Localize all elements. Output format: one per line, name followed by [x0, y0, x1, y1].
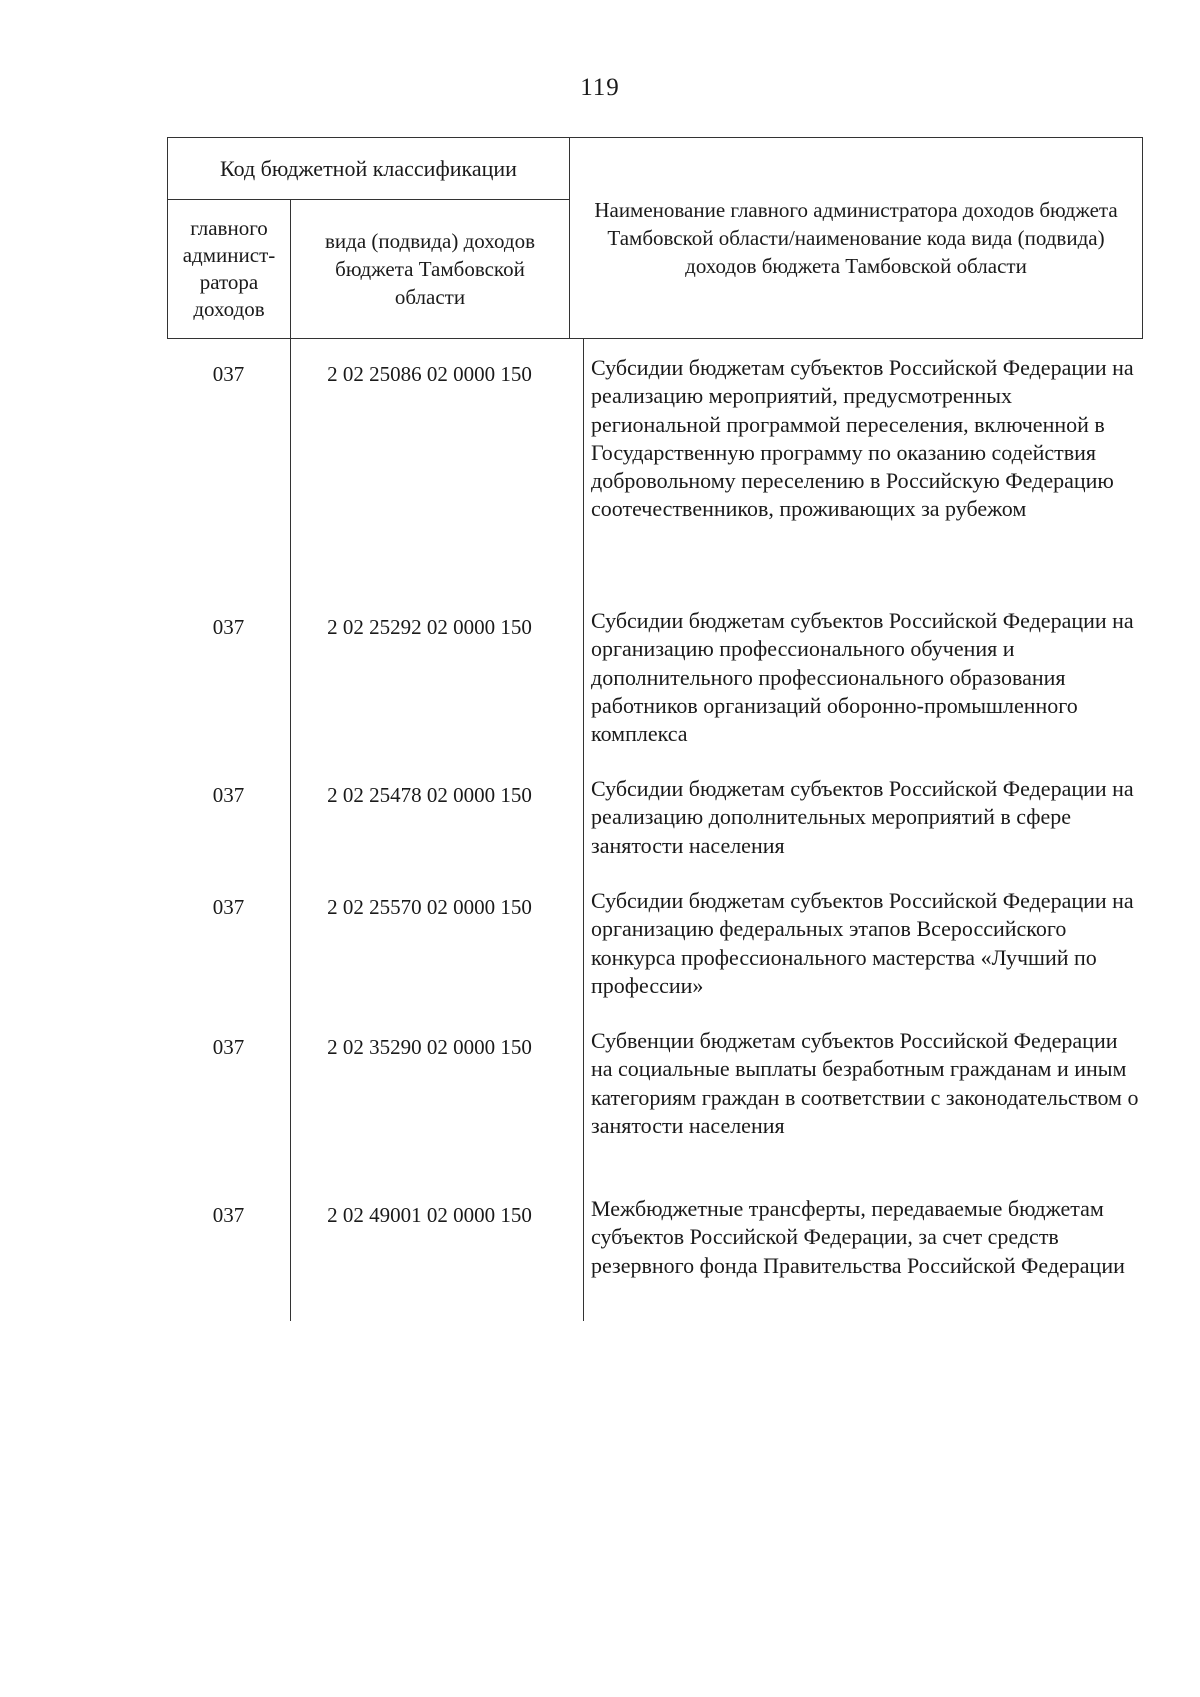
admin-code-cell: 037 — [212, 1203, 245, 1227]
revenue-name-cell: Субсидии бюджетам субъектов Российской Федерации на реализацию мероприятий, предусмотренных региональной программой переселения, включенной в Государственную программу по оказанию содействия добровольному переселению в Российскую Федерацию соотечественников, проживающих за рубежом — [591, 355, 1134, 522]
column-divider-1 — [290, 339, 291, 1321]
revenue-code-cell: 2 02 25570 02 0000 150 — [327, 895, 532, 919]
admin-code-cell: 037 — [212, 615, 245, 639]
revenue-name-cell: Субвенции бюджетам субъектов Российской Федерации на социальные выплаты безработным гражданам и иным категориям граждан в соответствии с законодательством о занятости населения — [591, 1028, 1139, 1138]
revenue-name-cell: Субсидии бюджетам субъектов Российской Федерации на реализацию дополнительных мероприятий в сфере занятости населения — [591, 776, 1134, 858]
page-number: 119 — [580, 74, 620, 101]
admin-code-cell: 037 — [212, 362, 245, 386]
table-header — [167, 137, 1143, 339]
admin-code-cell: 037 — [212, 783, 245, 807]
revenue-code-cell: 2 02 25086 02 0000 150 — [327, 362, 532, 386]
revenue-name-cell: Субсидии бюджетам субъектов Российской Федерации на организацию профессионального обучения и дополнительного профессионального образования работников организаций оборонно-промышленного комплекса — [591, 608, 1134, 747]
revenue-code-cell: 2 02 35290 02 0000 150 — [327, 1035, 532, 1059]
column-divider-2 — [583, 339, 584, 1321]
header-name: Наименование главного администратора доходов бюджета Тамбовской области/наименование кода вида (подвида) доходов бюджета Тамбовской области — [594, 198, 1118, 278]
revenue-code-cell: 2 02 25478 02 0000 150 — [327, 783, 532, 807]
header-budget-classification-code: Код бюджетной классификации — [168, 138, 570, 200]
header-chief-administrator: главного админист-ратора доходов — [168, 200, 291, 338]
admin-code-cell: 037 — [212, 895, 245, 919]
revenue-code-cell: 2 02 49001 02 0000 150 — [327, 1203, 532, 1227]
header-revenue-type-code: вида (подвида) доходов бюджета Тамбовской области — [291, 200, 570, 338]
revenue-name-cell: Межбюджетные трансферты, передаваемые бюджетам субъектов Российской Федерации, за счет средств резервного фонда Правительства Российской Федерации — [591, 1196, 1125, 1278]
admin-code-cell: 037 — [212, 1035, 245, 1059]
revenue-code-cell: 2 02 25292 02 0000 150 — [327, 615, 532, 639]
revenue-name-cell: Субсидии бюджетам субъектов Российской Федерации на организацию федеральных этапов Всероссийского конкурса профессионального мастерства «Лучший по профессии» — [591, 888, 1134, 998]
